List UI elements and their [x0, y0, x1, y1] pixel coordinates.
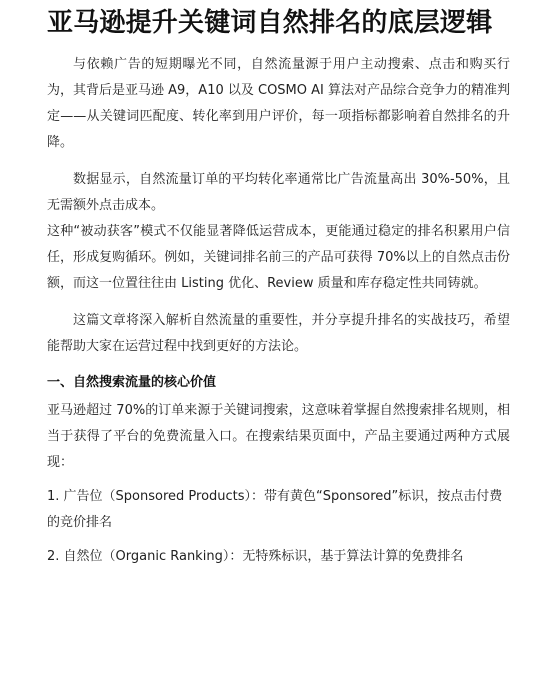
- paragraph-passive-acquisition: 这种“被动获客”模式不仅能显著降低运营成本，更能通过稳定的排名积累用户信任，形成复购循环。例如，关键词排名前三的产品可获得 70%以上的自然点击份额，而这一位置往往由 Listing 优化、Review 质量和库存稳定性共同铸就。: [47, 224, 510, 291]
- paragraph-intro: 与依赖广告的短期曝光不同，自然流量源于用户主动搜索、点击和购买行为，其背后是亚马逊 A9，A10 以及 COSMO AI 算法对产品综合竞争力的精准判定——从关键词匹配度、转化率到用户评价，每一项指标都影响着自然排名的升降。: [47, 57, 510, 150]
- section-heading: 一、自然搜索流量的核心价值: [47, 375, 217, 390]
- list-item-organic: 2. 自然位（Organic Ranking）：无特殊标识，基于算法计算的免费排名: [47, 549, 464, 564]
- paragraph-conversion-data: 数据显示，自然流量订单的平均转化率通常比广告流量高出 30%-50%，且无需额外点击成本。: [47, 172, 510, 213]
- paragraph-section-body: 亚马逊超过 70%的订单来源于关键词搜索，这意味着掌握自然搜索排名规则，相当于获得了平台的免费流量入口。在搜索结果页面中，产品主要通过两种方式展现：: [47, 403, 510, 470]
- article-title: 亚马逊提升关键词自然排名的底层逻辑: [47, 8, 493, 38]
- paragraph-article-purpose: 这篇文章将深入解析自然流量的重要性，并分享提升排名的实战技巧，希望能帮助大家在运营过程中找到更好的方法论。: [47, 313, 510, 354]
- list-item-sponsored: 1. 广告位（Sponsored Products）：带有黄色“Sponsored”标识，按点击付费的竞价排名: [47, 489, 503, 530]
